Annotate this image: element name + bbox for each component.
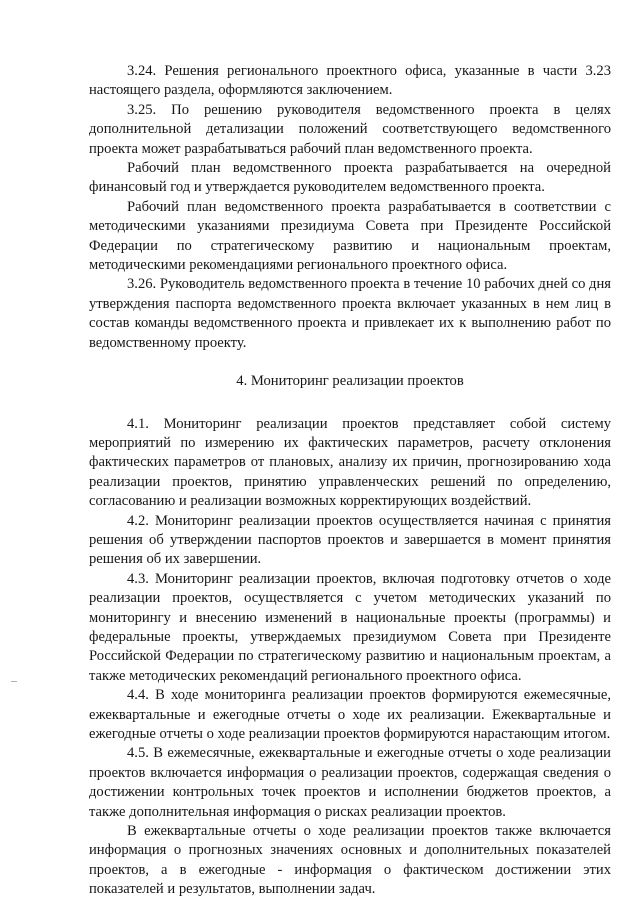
paragraph-4-3: 4.3. Мониторинг реализации проектов, включая подготовку отчетов о ходе реализации проектов, осуществляется с учетом методических указаний по мониторингу и внесению изменений в национальные проекты (программы) и федеральные проекты, утверждаемых президиумом Совета при Президенте Российской Федерации по стратегическому развитию и национальным проектам, а также методических рекомендаций регионального проектного офиса. (89, 570, 611, 684)
scan-margin-mark (11, 681, 17, 682)
paragraph-work-plan-period: Рабочий план ведомственного проекта разрабатывается на очередной финансовый год и утверждается руководителем ведомственного проекта. (89, 160, 611, 196)
paragraph-4-4: 4.4. В ходе мониторинга реализации проектов формируются ежемесячные, ежеквартальные и ежегодные отчеты о ходе их реализации. Ежеквартальные и ежегодные отчеты о ходе реализации проектов формируются нарастающим итогом. (89, 687, 611, 742)
paragraph-4-2: 4.2. Мониторинг реализации проектов осуществляется начиная с принятия решения об утверждении паспортов проектов и завершается в момент принятия решения об их завершении. (89, 512, 611, 568)
section-3-paragraphs (89, 62, 611, 353)
paragraph-3-26: 3.26. Руководитель ведомственного проекта в течение 10 рабочих дней со дня утверждения паспорта ведомственного проекта включает указанных в нем лиц в состав команды ведомственного проекта и привлекает их к выполнению работ по ведомственному проекту. (89, 276, 611, 351)
paragraph-4-1: 4.1. Мониторинг реализации проектов представляет собой систему мероприятий по измерению их фактических параметров, расчету отклонения фактических параметров от плановых, анализу их причин, прогнозированию хода реализации проектов, принятию управленческих решений по определению, согласованию и реализации возможных корректирующих воздействий. (89, 415, 611, 510)
section-heading: 4. Мониторинг реализации проектов (236, 373, 464, 390)
section-4-paragraphs (89, 415, 611, 900)
paragraph-quarterly-reports: В ежеквартальные отчеты о ходе реализации проектов также включается информация о прогнозных значениях основных и дополнительных показателей проектов, а в ежегодные - информация о фактическом достижении этих показателей и результатов, выполнении задач. (89, 823, 611, 898)
paragraph-3-24: 3.24. Решения регионального проектного офиса, указанные в части 3.23 настоящего раздела, оформляются заключением. (89, 63, 611, 99)
paragraph-3-25: 3.25. По решению руководителя ведомственного проекта в целях дополнительной детализации положений соответствующего ведомственного проекта может разрабатываться рабочий план ведомственного проекта. (89, 101, 611, 157)
paragraph-work-plan-guidance: Рабочий план ведомственного проекта разрабатывается в соответствии с методическими указаниями президиума Совета при Президенте Российской Федерации по стратегическому развитию и национальным проектам, методическими рекомендациями регионального проектного офиса. (89, 198, 611, 274)
paragraph-4-5: 4.5. В ежемесячные, ежеквартальные и ежегодные отчеты о ходе реализации проектов включается информация о реализации проектов, содержащая сведения о достижении контрольных точек проектов и исполнении бюджетов проектов, а также дополнительная информация о рисках реализации проектов. (89, 745, 611, 820)
